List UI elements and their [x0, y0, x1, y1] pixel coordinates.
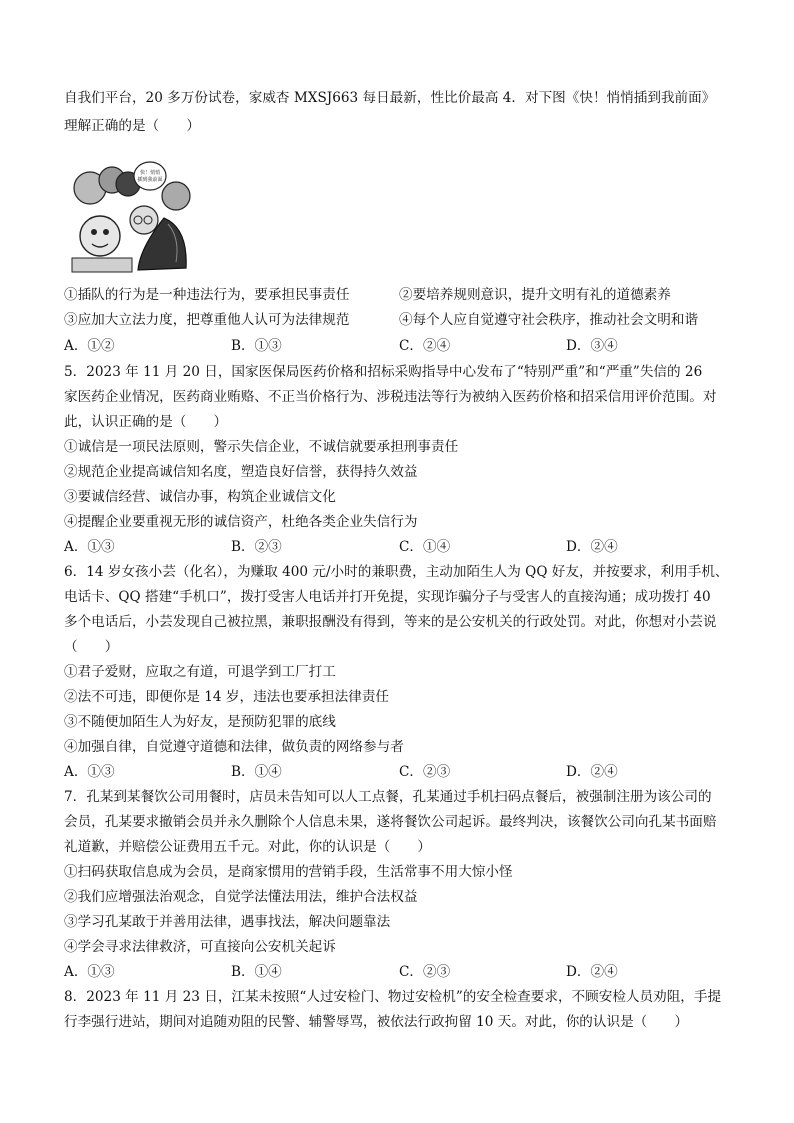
q7-item-1: ①扫码获取信息成为会员，是商家惯用的营销手段，生活常事不用大惊小怪: [64, 864, 513, 880]
q6-stem-line-3: 多个电话后，小芸发现自己被拉黑，兼职报酬没有得到，等来的是公安机关的行政处罚。对此，你想对小芸说: [64, 614, 717, 630]
q7-item-2: ②我们应增强法治观念，自觉学法懂法用法，维护合法权益: [64, 889, 418, 905]
q4-option-b[interactable]: B．①③: [231, 338, 282, 354]
q5-item-4: ④提醒企业要重视无形的诚信资产，杜绝各类企业失信行为: [64, 514, 418, 530]
q6-item-2: ②法不可违，即便你是 14 岁，违法也要承担法律责任: [64, 689, 390, 705]
q4-option-c[interactable]: C．②④: [399, 338, 451, 354]
q7-option-b[interactable]: B．①④: [231, 964, 282, 980]
q6-stem-line-1: 6．14 岁女孩小芸（化名），为赚取 400 元/小时的兼职费，主动加陌生人为 QQ 好友，并按要求，利用手机、: [64, 564, 729, 580]
q4-item-4: ④每个人应自觉遵守社会秩序，推动社会文明和谐: [399, 312, 699, 328]
q5-item-3: ③要诚信经营、诚信办事，构筑企业诚信文化: [64, 489, 336, 505]
q4-option-a[interactable]: A．①②: [64, 338, 115, 354]
q7-option-d[interactable]: D．②④: [566, 964, 618, 980]
q5-stem-line-2: 家医药企业情况，医药商业贿赂、不正当价格行为、涉税违法等行为被纳入医药价格和招采信用评价范围。对: [64, 389, 717, 405]
q6-option-a[interactable]: A．①③: [64, 764, 115, 780]
cartoon-illustration: [68, 158, 204, 274]
q4-item-1: ①插队的行为是一种违法行为，要承担民事责任: [64, 287, 350, 303]
svg-text:快！悄悄: 快！悄悄: [139, 170, 161, 176]
q7-item-3: ③学习孔某敢于并善用法律，遇事找法，解决问题靠法: [64, 914, 391, 930]
q4-stem-line-2: 理解正确的是（ ）: [64, 118, 200, 134]
svg-text:插到我前面: 插到我前面: [137, 177, 163, 183]
q5-item-1: ①诚信是一项民法原则，警示失信企业，不诚信就要承担刑事责任: [64, 439, 459, 455]
q4-option-d[interactable]: D．③④: [566, 338, 618, 354]
q6-stem-line-2: 电话卡、QQ 搭建“手机口”，拨打受害人电话并打开免提，实现诈骗分子与受害人的直接沟通；成功拨打 40: [64, 589, 711, 605]
q5-option-d[interactable]: D．②④: [566, 539, 618, 555]
q7-stem-line-1: 7．孔某到某餐饮公司用餐时，店员未告知可以人工点餐，孔某通过手机扫码点餐后，被强制注册为该公司的: [64, 789, 712, 805]
q5-option-a[interactable]: A．①③: [64, 539, 115, 555]
q5-option-c[interactable]: C．①④: [399, 539, 451, 555]
q5-stem-line-1: 5．2023 年 11 月 20 日，国家医保局医药价格和招标采购指导中心发布了“特别严重”和“严重”失信的 26: [64, 364, 703, 380]
q5-item-2: ②规范企业提高诚信知名度，塑造良好信誉，获得持久效益: [64, 464, 418, 480]
q8-stem-line-2: 行李强行进站，期间对追随劝阻的民警、辅警辱骂，被依法行政拘留 10 天。对此，你的认识是（ ）: [64, 1014, 689, 1030]
q4-item-2: ②要培养规则意识，提升文明有礼的道德素养: [399, 287, 671, 303]
q6-item-4: ④加强自律，自觉遵守道德和法律，做负责的网络参与者: [64, 739, 404, 755]
q8-stem-line-1: 8．2023 年 11 月 23 日，江某未按照“人过安检门、物过安检机”的安全检查要求，不顾安检人员劝阻，手提: [64, 989, 722, 1005]
q6-item-1: ①君子爱财，应取之有道，可退学到工厂打工: [64, 664, 336, 680]
q6-option-d[interactable]: D．②④: [566, 764, 618, 780]
q4-stem-line-1: 自我们平台，20 多万份试卷，家威杏 MXSJ663 每日最新，性比价最高 4．对下图《快！悄悄插到我前面》: [64, 90, 716, 106]
q5-stem-line-3: 此，认识正确的是（ ）: [64, 414, 228, 430]
q6-option-c[interactable]: C．②③: [399, 764, 451, 780]
q7-item-4: ④学会寻求法律救济，可直接向公安机关起诉: [64, 939, 336, 955]
q7-option-a[interactable]: A．①③: [64, 964, 115, 980]
q6-option-b[interactable]: B．①④: [231, 764, 282, 780]
q5-option-b[interactable]: B．②③: [231, 539, 282, 555]
q6-item-3: ③不随便加陌生人为好友，是预防犯罪的底线: [64, 714, 336, 730]
q7-stem-line-3: 礼道歉，并赔偿公证费用五千元。对此，你的认识是（ ）: [64, 839, 432, 855]
q7-stem-line-2: 会员，孔某要求撤销会员并永久删除个人信息未果，遂将餐饮公司起诉。最终判决，该餐饮公司向孔某书面赔: [64, 814, 717, 830]
q7-option-c[interactable]: C．②③: [399, 964, 451, 980]
q6-stem-line-4: （ ）: [64, 639, 119, 655]
q4-item-3: ③应加大立法力度，把尊重他人认可为法律规范: [64, 312, 350, 328]
